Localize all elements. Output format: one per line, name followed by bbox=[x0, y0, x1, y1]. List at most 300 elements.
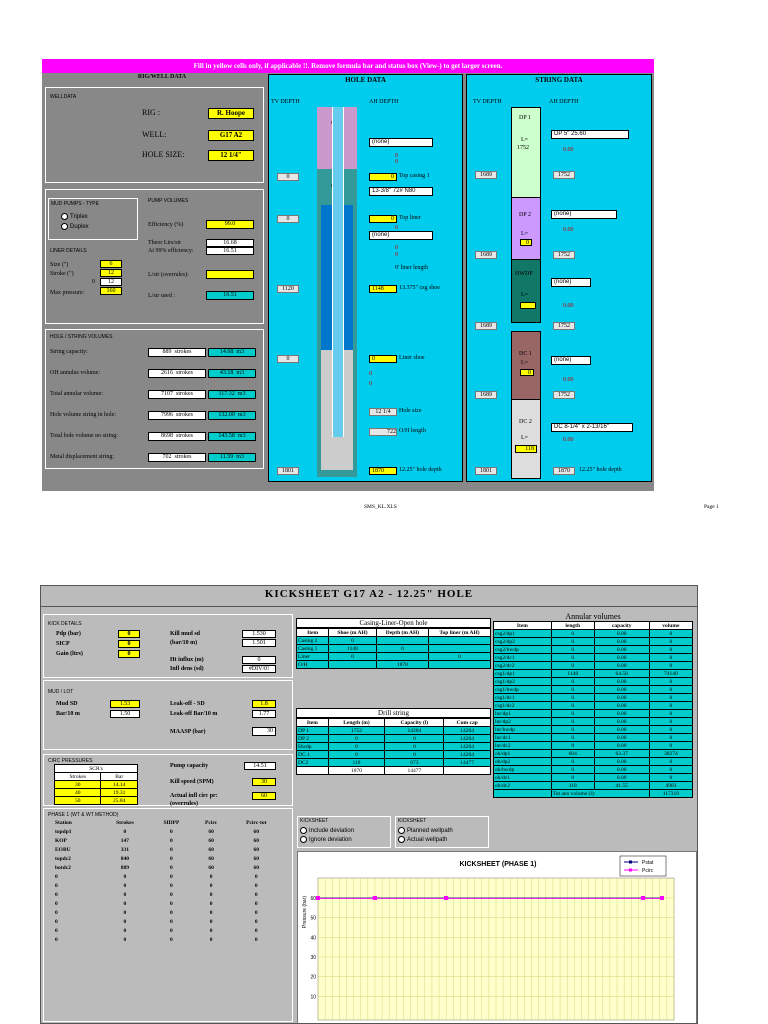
top-csg1-depth[interactable]: 0 bbox=[369, 173, 397, 181]
casing-cell: Liner bbox=[297, 653, 329, 661]
phase-cell: 0 bbox=[254, 891, 258, 898]
drill-cell: 0 bbox=[385, 735, 444, 743]
tv-1689-b: 1689 bbox=[475, 251, 497, 259]
casing-cell: 1148 bbox=[329, 645, 377, 653]
annular-cell: 63.37 bbox=[594, 750, 649, 758]
drill-cell: 0 bbox=[385, 743, 444, 751]
ignore-deviation-radio[interactable]: Ignore deviation bbox=[300, 836, 352, 843]
volume-strokes-box bbox=[148, 411, 206, 420]
tv-1689-d: 1689 bbox=[475, 391, 497, 399]
volume-strokes-unit: strokes bbox=[176, 391, 193, 397]
volume-label: String capacity: bbox=[50, 349, 88, 355]
phase-row bbox=[54, 935, 284, 944]
scr-cell[interactable]: 25.84 bbox=[101, 797, 138, 805]
annular-cell: 0 bbox=[649, 766, 692, 774]
efficiency-value[interactable]: 99.0 bbox=[206, 220, 254, 229]
annular-row bbox=[494, 718, 693, 726]
phase-cell: 60 bbox=[253, 828, 260, 835]
dp2-l: L= bbox=[521, 231, 529, 237]
volume-m3: 117.32 bbox=[218, 391, 235, 397]
volume-strokes: 2616 bbox=[161, 370, 173, 376]
volume-m3-unit: m3 bbox=[237, 412, 246, 418]
zero-value: 0 bbox=[395, 252, 398, 258]
casing-table bbox=[296, 628, 491, 669]
volume-m3-box bbox=[208, 390, 256, 399]
phase-cell: 889 bbox=[120, 864, 130, 871]
drill-pipe bbox=[332, 107, 344, 437]
liner-length: 0' liner length bbox=[395, 265, 429, 271]
duplex-radio[interactable]: Duplex bbox=[61, 223, 89, 230]
radio-icon bbox=[300, 827, 307, 834]
kicksheet-title: KICKSHEET G17 A2 - 12.25" HOLE bbox=[264, 588, 474, 600]
drill-header-row bbox=[297, 719, 491, 727]
phase-cell: 60 bbox=[253, 855, 260, 862]
phase-cell: 0 bbox=[55, 882, 58, 889]
radio-icon bbox=[300, 836, 307, 843]
annular-cell: csg2/dp1 bbox=[494, 630, 552, 638]
tv-depth-1120: 1120 bbox=[277, 285, 299, 293]
scr-cell[interactable]: 50 bbox=[55, 797, 101, 805]
kick-details-panel bbox=[43, 614, 293, 678]
drill-row bbox=[297, 751, 491, 759]
top-csg1-label: Top casing 1 bbox=[399, 173, 430, 179]
lstr-used-value: 16.51 bbox=[206, 291, 254, 300]
annular-cell: csg1/dc1 bbox=[494, 694, 552, 702]
drill-cell: 14204 bbox=[444, 751, 491, 759]
annular-cell: 0.00 bbox=[594, 694, 649, 702]
phase-cell: 0 bbox=[209, 936, 213, 943]
phase-cell: botdc2 bbox=[55, 864, 71, 871]
hole-size-val: 12 1/4 bbox=[369, 408, 397, 416]
phase-cell: 60 bbox=[208, 864, 214, 871]
hole-size-label: HOLE SIZE: bbox=[142, 150, 185, 159]
annular-cell: csg2/hwdp bbox=[494, 646, 552, 654]
liner-shoe-depth[interactable]: 0 bbox=[369, 355, 397, 363]
casing-cell: 0 bbox=[376, 645, 428, 653]
hole-depth-label: 12.25" hole depth bbox=[399, 467, 442, 473]
annular-total-value: 117319 bbox=[649, 790, 692, 798]
mud-lot-panel bbox=[43, 680, 293, 750]
volume-strokes-box bbox=[148, 432, 206, 441]
kicksheet-chart-svg bbox=[298, 852, 696, 1024]
annular-title: Annular volumes bbox=[565, 612, 621, 621]
string-data-title: STRING DATA bbox=[535, 76, 583, 84]
annular-header-cell: length bbox=[551, 622, 594, 630]
volume-label: Total annular volume: bbox=[50, 391, 103, 397]
scr-row bbox=[55, 789, 138, 797]
drill-table-title: Drill string bbox=[296, 708, 491, 718]
annular-header-cell: capacity bbox=[594, 622, 649, 630]
tv-depth-1801: 1801 bbox=[277, 467, 299, 475]
annular-cell: oh/dc2 bbox=[494, 782, 552, 790]
top-liner-label: Top liner bbox=[399, 215, 421, 221]
pump-capacity-value: 14.51 bbox=[244, 762, 276, 770]
dc2-label: DC 2 bbox=[519, 419, 532, 425]
dc2-length[interactable]: 118 bbox=[515, 445, 537, 453]
annular-row bbox=[494, 630, 693, 638]
casing-header-row bbox=[297, 629, 491, 637]
phase-cell: 0 bbox=[55, 891, 58, 898]
casing-header-cell: Item bbox=[297, 629, 329, 637]
phase-header-cell: Pcirc bbox=[205, 820, 218, 826]
annular-row bbox=[494, 774, 693, 782]
ahd-label: AH DEPTH bbox=[369, 99, 399, 105]
hole-depth-label: 12.25" hole depth bbox=[579, 467, 622, 473]
drill-row bbox=[297, 759, 491, 767]
volume-m3-unit: m3 bbox=[237, 433, 246, 439]
rig-well-title: RIG/WELL DATA bbox=[137, 74, 187, 80]
zero-value: 0 bbox=[395, 225, 398, 231]
theor-label: Theor Ltrs/str bbox=[148, 240, 182, 246]
casing-cell: 0 bbox=[329, 653, 377, 661]
annular-cell: 1148 bbox=[551, 670, 594, 678]
casing-row bbox=[297, 653, 491, 661]
radio-icon bbox=[398, 836, 405, 843]
phase-cell: 0 bbox=[254, 882, 258, 889]
phase-cell: 0 bbox=[170, 936, 173, 943]
phase-cell: 0 bbox=[123, 891, 127, 898]
scr-cell[interactable]: 19.31 bbox=[101, 789, 138, 797]
volume-strokes-unit: strokes bbox=[176, 370, 193, 376]
sicp-value[interactable]: 0 bbox=[118, 640, 140, 648]
casing-header-cell: Top liner (m AH) bbox=[428, 629, 490, 637]
volumes-panel bbox=[45, 329, 264, 469]
scr-row bbox=[55, 797, 138, 805]
welldata-label: WELLDATA bbox=[50, 94, 77, 100]
volume-strokes: 7107 bbox=[161, 391, 173, 397]
phase-cell: 0 bbox=[254, 900, 258, 907]
phase-cell: 0 bbox=[209, 891, 213, 898]
kicksheet-label: KICKSHEET bbox=[398, 818, 427, 824]
bar10-value: 1.501 bbox=[242, 639, 276, 647]
actual-circ-value[interactable]: 60 bbox=[252, 792, 276, 800]
y-tick-label: 10 bbox=[310, 994, 316, 1001]
shoe-depth[interactable]: 1148 bbox=[369, 285, 397, 293]
ah-1752-d: 1752 bbox=[553, 391, 575, 399]
top-liner-depth[interactable]: 0 bbox=[369, 215, 397, 223]
annular-cell: 0 bbox=[649, 758, 692, 766]
ah-1752-c: 1752 bbox=[553, 322, 575, 330]
annular-cell: 0.00 bbox=[594, 678, 649, 686]
phase-cell: 0 bbox=[55, 900, 58, 907]
strokes-header: Strokes bbox=[55, 773, 101, 781]
annular-row bbox=[494, 694, 693, 702]
phase-cell: 60 bbox=[208, 846, 214, 853]
phase-cell: 0 bbox=[170, 918, 173, 925]
volume-label: Metal displacement string: bbox=[50, 454, 114, 460]
volume-m3: 132.00 bbox=[218, 412, 235, 418]
dp2-label: DP 2 bbox=[519, 212, 531, 218]
annular-cell: 0 bbox=[551, 678, 594, 686]
annular-row bbox=[494, 782, 693, 790]
dc1-label: DC 1 bbox=[519, 351, 532, 357]
infl-dens-value: #DIV/0! bbox=[242, 665, 276, 673]
actual-wellpath-radio[interactable]: Actual wellpath bbox=[398, 836, 447, 843]
lstr-overrules-value[interactable] bbox=[206, 270, 254, 279]
hole-data-title: HOLE DATA bbox=[345, 76, 386, 84]
annular-header-cell: Item bbox=[494, 622, 552, 630]
dp1-length: 1752 bbox=[517, 145, 529, 151]
data-point-pcirc bbox=[444, 896, 448, 900]
phase-cell: 0 bbox=[209, 900, 213, 907]
leak-off-label: Leak-off - SD bbox=[170, 701, 205, 707]
csg1-desc: 13-3/8" 72# N80 bbox=[369, 187, 433, 196]
annular-table bbox=[493, 621, 693, 798]
liner-details-label: LINER DETAILS bbox=[50, 248, 87, 254]
annular-row bbox=[494, 726, 693, 734]
kill-mud-value: 1.530 bbox=[242, 630, 276, 638]
annular-row bbox=[494, 750, 693, 758]
annular-cell: 4903 bbox=[649, 782, 692, 790]
dc2-zero: 0.00 bbox=[563, 437, 574, 443]
tv-1689-a: 1689 bbox=[475, 171, 497, 179]
gain-value[interactable]: 0 bbox=[118, 650, 140, 658]
tv-depth-0a: 0 bbox=[277, 173, 299, 181]
shoe-label: 13.375" csg shoe bbox=[399, 285, 440, 291]
at99-label: At 99% efficiency: bbox=[148, 248, 194, 254]
drill-header-cell: Item bbox=[297, 719, 329, 727]
annular-cell: 0 bbox=[649, 678, 692, 686]
annular-cell: 0.00 bbox=[594, 774, 649, 782]
casing-cell: 1870 bbox=[376, 661, 428, 669]
y-tick-label: 30 bbox=[310, 955, 316, 961]
drill-total-cell bbox=[444, 767, 491, 775]
zero-value: 0 bbox=[395, 153, 398, 159]
phase-cell: 0 bbox=[170, 891, 173, 898]
phase-cell: 0 bbox=[123, 882, 127, 889]
annular-cell: 0.00 bbox=[594, 766, 649, 774]
maasp-value: 30 bbox=[252, 727, 276, 736]
phase-cell: 147 bbox=[120, 837, 130, 844]
annular-cell: 0 bbox=[551, 766, 594, 774]
annular-cell: 0.00 bbox=[594, 662, 649, 670]
drill-header-cell: Cum cap bbox=[444, 719, 491, 727]
phase-cell: 0 bbox=[170, 882, 173, 889]
bar10-label: (bar/10 m) bbox=[170, 640, 198, 646]
phase-header-cell: Pcirc-tot bbox=[246, 820, 267, 826]
dc1-section bbox=[511, 331, 541, 401]
data-point-pcirc bbox=[660, 896, 664, 900]
tv-depth-0b: 0 bbox=[277, 215, 299, 223]
annular-cell: 74140 bbox=[649, 670, 692, 678]
annular-cell: 0.00 bbox=[594, 630, 649, 638]
phase-row bbox=[54, 926, 284, 935]
data-point-pcirc bbox=[373, 896, 377, 900]
drill-table-wrap bbox=[296, 708, 491, 775]
theor-value: 16.68 bbox=[206, 239, 254, 247]
annular-cell: oh/hwdp bbox=[494, 766, 552, 774]
phase-cell: 0 bbox=[170, 864, 173, 871]
casing-cell: Casing 1 bbox=[297, 645, 329, 653]
kicksheet-label: KICKSHEET bbox=[300, 818, 329, 824]
annular-row bbox=[494, 686, 693, 694]
phase-cell: 0 bbox=[254, 909, 258, 916]
casing-row bbox=[297, 637, 491, 645]
volume-strokes: 8698 bbox=[161, 433, 173, 439]
phase-cell: 0 bbox=[254, 918, 258, 925]
dp1-label: DP 1 bbox=[519, 115, 531, 121]
scr-cell[interactable]: 14.14 bbox=[101, 781, 138, 789]
annular-cell: 604 bbox=[551, 750, 594, 758]
hwdp-length[interactable] bbox=[520, 302, 536, 309]
kill-speed-value[interactable]: 30 bbox=[252, 778, 276, 786]
well-value[interactable]: G17 A2 bbox=[208, 130, 254, 141]
triplex-radio[interactable]: Triplex bbox=[61, 213, 88, 220]
hwdp-zero: 0.00 bbox=[563, 303, 574, 309]
volume-strokes-box bbox=[148, 453, 206, 462]
zero-value: 0 bbox=[395, 159, 398, 165]
phase-table bbox=[54, 819, 284, 944]
none-box-1: (none) bbox=[369, 138, 433, 147]
phase-row bbox=[54, 890, 284, 899]
mud-pumps-label: MUD PUMPS - TYPE bbox=[51, 201, 99, 207]
radio-icon bbox=[61, 213, 68, 220]
volume-m3-box bbox=[208, 411, 256, 420]
phase-cell: 0 bbox=[170, 837, 173, 844]
annular-cell: 0 bbox=[551, 654, 594, 662]
phase-cell: 0 bbox=[123, 828, 127, 835]
dc2-desc: DC 8-1/4" x 2-13/16" bbox=[551, 423, 633, 432]
liner-shoe-label: Liner shoe bbox=[399, 355, 425, 361]
dp2-section bbox=[511, 197, 541, 261]
include-deviation-radio[interactable]: Include deviation bbox=[300, 827, 354, 834]
drill-cell: 1752 bbox=[328, 727, 385, 735]
zero-value: 0 bbox=[369, 381, 372, 387]
phase-cell: 0 bbox=[123, 918, 127, 925]
drill-cell: 0 bbox=[328, 743, 385, 751]
sheet-page-2 bbox=[40, 585, 698, 1024]
drill-cell: DP 2 bbox=[297, 735, 329, 743]
phase-cell: 60 bbox=[208, 855, 214, 862]
phase-cell: 0 bbox=[123, 873, 127, 880]
zero-value: 0 bbox=[369, 371, 372, 377]
annular-cell: oh/dp1 bbox=[494, 750, 552, 758]
annular-cell: 0 bbox=[649, 774, 692, 782]
phase-cell: 0 bbox=[170, 846, 173, 853]
data-point-pcirc bbox=[641, 896, 645, 900]
scr-cell[interactable]: 30 bbox=[55, 781, 101, 789]
phase-cell: 60 bbox=[208, 837, 214, 844]
casing-cell: Casing 2 bbox=[297, 637, 329, 645]
phase-cell: 0 bbox=[170, 927, 173, 934]
dp2-length[interactable]: 0 bbox=[520, 239, 532, 246]
mud-sd-value[interactable]: 1.53 bbox=[110, 700, 140, 708]
wellpath-box bbox=[395, 816, 489, 848]
bar10m-value: 1.50 bbox=[110, 710, 140, 718]
volume-m3-box bbox=[208, 453, 256, 462]
annular-cell: 0 bbox=[551, 718, 594, 726]
drill-cell: 14204 bbox=[385, 727, 444, 735]
volume-strokes: 7996 bbox=[161, 412, 173, 418]
dc1-length[interactable]: 0 bbox=[520, 369, 534, 376]
bar10m-label: Bar/10 m bbox=[56, 711, 80, 717]
phase-row bbox=[54, 908, 284, 917]
drill-row bbox=[297, 727, 491, 735]
ah-1752-b: 1752 bbox=[553, 251, 575, 259]
volume-m3-box bbox=[208, 369, 256, 378]
oh-length-val: 722 bbox=[369, 428, 397, 436]
scr-cell[interactable]: 40 bbox=[55, 789, 101, 797]
ah-depth-1870[interactable]: 1870 bbox=[369, 467, 397, 475]
phase-cell: 0 bbox=[209, 873, 213, 880]
dp2-zero: 0.00 bbox=[563, 227, 574, 233]
infl-dens-label: Infl dens (sd) bbox=[170, 666, 204, 672]
scr-header: SCR's bbox=[55, 765, 138, 773]
annular-cell: 0 bbox=[649, 710, 692, 718]
annular-header-cell: volume bbox=[649, 622, 692, 630]
max-pressure-value[interactable]: 160 bbox=[100, 287, 122, 295]
ah-1752-a: 1752 bbox=[553, 171, 575, 179]
at99-value: 16.51 bbox=[206, 247, 254, 255]
volume-strokes-unit: strokes bbox=[174, 349, 192, 355]
tvd-label: TV DEPTH bbox=[473, 99, 502, 105]
hwdp-label: HWDP bbox=[515, 271, 533, 277]
annular-cell: lnr/dp1 bbox=[494, 710, 552, 718]
phase-cell: topdc2 bbox=[55, 855, 71, 862]
leak-off-value[interactable]: 1.8 bbox=[252, 700, 276, 708]
phase-cell: 0 bbox=[209, 909, 213, 916]
annular-cell: 0 bbox=[649, 702, 692, 710]
rig-value[interactable]: R. Hoope bbox=[208, 108, 254, 119]
phase-cell: 0 bbox=[170, 828, 173, 835]
casing-cell bbox=[428, 661, 490, 669]
drill-cell: 14477 bbox=[444, 759, 491, 767]
volume-strokes-unit: strokes bbox=[176, 433, 193, 439]
ht-influx-value: 0 bbox=[242, 656, 276, 664]
annular-cell: lnr/dc2 bbox=[494, 742, 552, 750]
annular-cell: 0 bbox=[649, 686, 692, 694]
hole-size-value[interactable]: 12 1/4" bbox=[208, 150, 254, 161]
volume-strokes-unit: strokes bbox=[176, 412, 193, 418]
size-value[interactable]: 6 bbox=[100, 260, 122, 268]
phase-cell: 0 bbox=[55, 873, 58, 880]
phase-cell: 0 bbox=[55, 936, 58, 943]
stroke-value[interactable]: 12 bbox=[100, 269, 122, 277]
planned-wellpath-radio[interactable]: Planned wellpath bbox=[398, 827, 453, 834]
hwdp-l: L= bbox=[521, 292, 529, 298]
drill-cell: 14204 bbox=[444, 743, 491, 751]
annular-cell: oh/dp2 bbox=[494, 758, 552, 766]
phase-row bbox=[54, 845, 284, 854]
drill-cell: 673 bbox=[385, 759, 444, 767]
dc2-l: L= bbox=[521, 435, 529, 441]
drill-row bbox=[297, 743, 491, 751]
pdp-value[interactable]: 0 bbox=[118, 630, 140, 638]
pump-capacity-label: Pump capacity bbox=[170, 763, 209, 769]
annular-cell: lnr/dc1 bbox=[494, 734, 552, 742]
annular-cell: 0 bbox=[649, 646, 692, 654]
tv-depth-0c: 0 bbox=[277, 355, 299, 363]
lstr-overrules-label: L/str (overrules): bbox=[148, 272, 189, 278]
footer-page: Page 1 bbox=[704, 504, 719, 510]
phase-panel bbox=[43, 808, 293, 1022]
drill-cell: 0 bbox=[328, 735, 385, 743]
stroke2-value: 12 bbox=[100, 278, 122, 286]
drill-cell: 0 bbox=[385, 751, 444, 759]
casing-cell bbox=[428, 645, 490, 653]
annular-cell: 0 bbox=[551, 734, 594, 742]
annular-cell: 0.00 bbox=[594, 646, 649, 654]
drill-header-cell: Length (m) bbox=[328, 719, 385, 727]
instruction-banner: Fill in yellow cells only, if applicable !!. Remove formula bar and status box (View-) to get larger screen. bbox=[42, 59, 654, 73]
phase-row bbox=[54, 917, 284, 926]
drill-table bbox=[296, 718, 491, 775]
radio-icon bbox=[61, 223, 68, 230]
volume-label: Total hole volume no string: bbox=[50, 433, 118, 439]
volume-strokes-box bbox=[148, 369, 206, 378]
annular-cell: 0.00 bbox=[594, 654, 649, 662]
annular-cell: 0 bbox=[551, 686, 594, 694]
